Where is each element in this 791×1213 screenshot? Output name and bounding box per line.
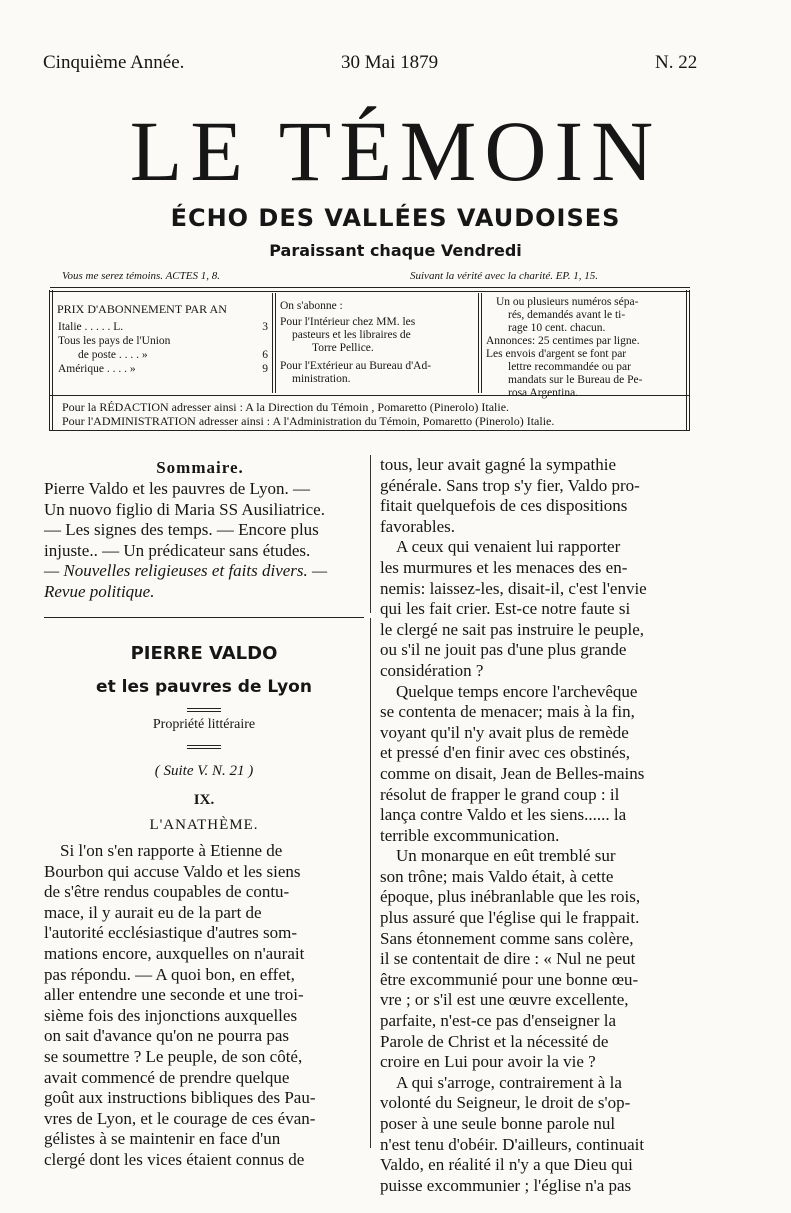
text-line: Un monarque en eût tremblé sur — [396, 846, 616, 866]
text-line: résolut de frapper le grand coup : il — [380, 784, 620, 804]
chapter-number: IX. — [193, 792, 215, 808]
text-line: mations encore, auxquelles on n'aurait — [44, 943, 305, 963]
issue-date: 30 Mai 1879 — [341, 52, 439, 73]
sommaire-line: — Nouvelles religieuses et faits divers. — — [44, 561, 328, 581]
literary-property-note: Propriété littéraire — [152, 717, 256, 732]
issue-number: N. 22 — [655, 52, 698, 73]
title-rule-2 — [187, 711, 221, 712]
text-line: aller entendre une seconde et une troi- — [44, 985, 304, 1005]
text-line: mace, il y aurait eu de la part de — [44, 902, 262, 922]
price-value: 9 — [262, 363, 268, 375]
text-line: volonté du Seigneur, le droit de s'op- — [380, 1093, 631, 1113]
box-divider-1 — [272, 293, 276, 393]
text-line: être excommunié pour une bonne œu- — [380, 969, 639, 989]
text-line: les murmures et les menaces des en- — [380, 557, 628, 577]
text-line: nemis: laissez-les, disait-il, c'est l'envie — [380, 578, 647, 598]
sommaire-line: Un nuovo figlio di Maria SS Ausiliatrice. — [44, 499, 325, 519]
text-line: Bourbon qui accuse Valdo et les siens — [44, 861, 301, 881]
text-line: vres de Lyon, et le courage de ces évan- — [44, 1108, 316, 1128]
text-line: fitait quelquefois de ces dispositions — [380, 496, 628, 516]
sommaire-line: Pierre Valdo et les pauvres de Lyon. — — [44, 479, 310, 498]
text-line: gélistes à se maintenir en face d'un — [44, 1129, 281, 1149]
subscription-notes — [486, 296, 642, 400]
price-label: Amérique . . . . » — [58, 363, 136, 375]
text-line: poser à une seule bonne parole nul — [380, 1114, 616, 1133]
price-value: 3 — [262, 321, 268, 333]
text-line: qui les fait crier. Est-ce notre faute si — [380, 599, 631, 619]
box-right-border — [686, 290, 690, 431]
epigraph-left: Vous me serez témoins. ACTES 1, 8. — [62, 270, 220, 282]
price-label: de poste . . . . » — [78, 349, 148, 361]
where-line: On s'abonne : — [280, 300, 343, 312]
text-line: A qui s'arroge, contrairement à la — [396, 1072, 622, 1092]
where-line: Torre Pellice. — [312, 342, 374, 354]
newspaper-title: LE TÉMOIN — [129, 103, 662, 199]
where-line: Pour l'Intérieur chez MM. les — [280, 316, 416, 328]
text-line: terrible excommunication. — [380, 825, 560, 845]
text-line: parfaite, n'est-ce pas d'enseigner la — [380, 1011, 616, 1031]
text-line: l'autorité ecclésiastique d'autres som- — [44, 923, 298, 943]
note-line: rage 10 cent. chacun. — [508, 322, 606, 334]
administration-address: Pour l'ADMINISTRATION adresser ainsi : A l'Administration du Témoin, Pomaretto (Pinerolo) Italie. — [62, 414, 555, 428]
subscription-heading: PRIX D'ABONNEMENT PAR AN — [57, 302, 227, 316]
sommaire-line: — Les signes des temps. — Encore plus — [44, 520, 319, 540]
sommaire-heading: Sommaire. — [156, 458, 244, 477]
epigraph-right: Suivant la vérité avec la charité. EP. 1, 15. — [410, 270, 598, 282]
text-line: générale. Sans trop s'y fier, Valdo pro- — [380, 475, 640, 495]
price-value: 6 — [262, 349, 268, 361]
text-line: voyant qu'il n'y avait plus de remède — [380, 722, 629, 742]
note-line: rosa Argentina. — [508, 387, 579, 399]
where-line: pasteurs et les libraires de — [292, 329, 411, 341]
note-line: Un ou plusieurs numéros sépa- — [496, 296, 639, 308]
note-line: lettre recommandée ou par — [508, 361, 631, 373]
box-left-border — [49, 290, 53, 431]
text-line: époque, plus inébranlable que les rois, — [380, 887, 641, 907]
sommaire-list — [44, 479, 362, 603]
article-title: PIERRE VALDO — [130, 643, 278, 664]
text-line: A ceux qui venaient lui rapporter — [396, 537, 621, 557]
article-right-column — [380, 455, 698, 1196]
text-line: Si l'on s'en rapporte à Etienne de — [60, 841, 283, 860]
price-label: Tous les pays de l'Union — [58, 335, 171, 347]
where-line: ministration. — [292, 373, 351, 385]
note-rule-2 — [187, 748, 221, 749]
box-top-rule — [50, 287, 690, 288]
note-rule — [187, 745, 221, 746]
text-line: plus assuré que l'église qui le frappait. — [380, 908, 640, 928]
text-line: n'est tenu d'obéir. D'ailleurs, continuait — [380, 1134, 645, 1154]
note-line: Les envois d'argent se font par — [486, 348, 627, 360]
where-line: Pour l'Extérieur au Bureau d'Ad- — [280, 360, 432, 372]
box-divider-2 — [478, 293, 482, 393]
text-line: sième fois des injonctions auxquelles — [44, 1005, 298, 1025]
text-line: vre ; or s'il est une œuvre excellente, — [380, 990, 629, 1010]
note-line: rés, demandés avant le ti- — [508, 309, 626, 321]
text-line: Valdo, en réalité il n'y a que Dieu qui — [380, 1155, 633, 1175]
sommaire-rule — [44, 617, 364, 618]
year-label: Cinquième Année. — [43, 52, 185, 73]
text-line: se contenta de menacer; mais à la fin, — [380, 702, 635, 722]
sommaire-line: injuste.. — Un prédicateur sans études. — [44, 540, 311, 560]
text-line: et pressé d'en finir avec ces obstinés, — [380, 743, 630, 763]
text-line: considération ? — [380, 660, 484, 680]
text-line: son trône; mais Valdo était, à cette — [380, 866, 614, 886]
text-line: pas répondu. — A quoi bon, en effet, — [44, 964, 295, 984]
publication-frequency: Paraissant chaque Vendredi — [269, 241, 522, 260]
chapter-title: L'ANATHÈME. — [149, 817, 259, 833]
text-line: favorables. — [380, 516, 456, 536]
text-line: Quelque temps encore l'archevêque — [396, 681, 638, 701]
subscription-prices — [58, 321, 268, 377]
text-line: goût aux instructions bibliques des Pau- — [44, 1088, 316, 1108]
text-line: puisse excommunier ; l'église n'a pas — [380, 1175, 632, 1195]
text-line: avait commencé de prendre quelque — [44, 1067, 290, 1087]
text-line: tous, leur avait gagné la sympathie — [380, 455, 617, 474]
text-line: le clergé ne sait pas instruire le peuple, — [380, 619, 645, 639]
column-divider — [370, 618, 371, 1148]
box-bottom-rule — [50, 430, 690, 431]
text-line: Parole de Christ et la nécessité de — [380, 1031, 609, 1051]
price-label: Italie . . . . . L. — [58, 321, 124, 333]
text-line: de s'être rendus coupables de contu- — [44, 882, 290, 902]
redaction-address: Pour la RÉDACTION adresser ainsi : A la Direction du Témoin , Pomaretto (Pinerolo) Italie. — [62, 400, 510, 414]
box-top-rule-inner — [50, 291, 690, 292]
article-left-column — [44, 841, 362, 1171]
continued-from: ( Suite V. N. 21 ) — [154, 763, 254, 779]
text-line: on sait d'avance qu'on ne pourra pas — [44, 1026, 289, 1046]
text-line: clergé dont les vices étaient connus de — [44, 1149, 305, 1169]
sommaire-line: Revue politique. — [44, 581, 155, 601]
note-line: mandats sur le Bureau de Pe- — [508, 374, 643, 386]
note-line: Annonces: 25 centimes par ligne. — [486, 335, 640, 347]
newspaper-subtitle: ÉCHO DES VALLÉES VAUDOISES — [170, 204, 621, 232]
text-line: il se contentait de dire : « Nul ne peut — [380, 949, 636, 969]
subscription-where — [280, 300, 431, 386]
text-line: ou s'il ne jouit pas d'une plus grande — [380, 640, 627, 660]
text-line: comme on disait, Jean de Belles-mains — [380, 763, 645, 783]
text-line: lança contre Valdo et les siens...... la — [380, 805, 627, 825]
text-line: se soumettre ? Le peuple, de son côté, — [44, 1046, 303, 1066]
text-line: croire en Lui pour avoir la vie ? — [380, 1052, 596, 1072]
article-subtitle: et les pauvres de Lyon — [96, 677, 312, 697]
column-divider-top — [370, 455, 371, 613]
text-line: Sans étonnement comme sans colère, — [380, 928, 634, 948]
title-rule — [187, 708, 221, 709]
